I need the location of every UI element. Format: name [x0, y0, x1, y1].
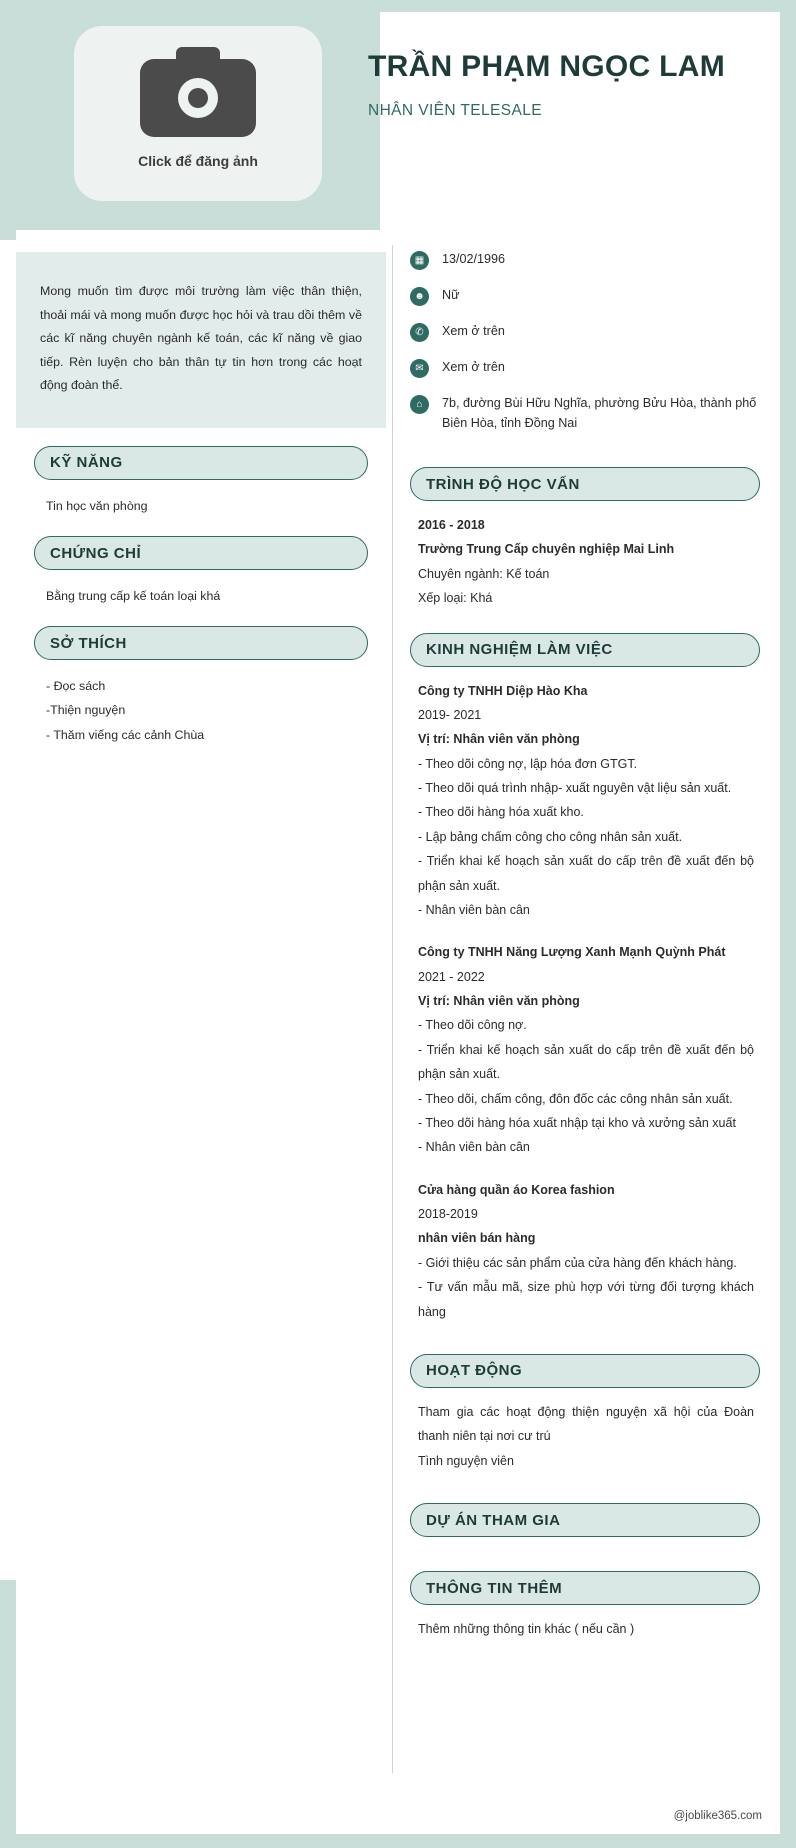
experience-duty: - Theo dõi hàng hóa xuất nhập tại kho và xưởng sản xuất — [418, 1115, 736, 1130]
gender-icon: ☻ — [410, 287, 429, 306]
section-additional — [410, 1571, 760, 1641]
section-title-skills: KỸ NĂNG — [50, 454, 123, 472]
watermark: @joblike365.com — [673, 1810, 762, 1822]
contact-list — [410, 250, 760, 433]
contact-item-birthday — [410, 250, 760, 270]
contact-value-phone: Xem ở trên — [442, 324, 505, 338]
list-item: - Đọc sách — [46, 679, 106, 694]
section-title-activities: HOẠT ĐỘNG — [426, 1362, 523, 1380]
experience-duty: - Giới thiệu các sản phẩm của cửa hàng đến khách hàng. — [418, 1255, 737, 1270]
experience-duty: - Triển khai kế hoạch sản xuất do cấp trên đề xuất đến bộ phận sản xuất. — [418, 854, 754, 893]
experience-duty: - Tư vấn mẫu mã, size phù hợp với từng đối tượng khách hàng — [418, 1280, 754, 1319]
contact-value-birthday: 13/02/1996 — [442, 252, 506, 266]
section-header-education — [410, 467, 760, 501]
experience-duty: - Theo dõi công nợ. — [418, 1018, 527, 1033]
list-item: - Thăm viếng các cảnh Chùa — [46, 727, 205, 742]
additional-line: Thêm những thông tin khác ( nếu cần ) — [418, 1622, 635, 1637]
experience-company: Công ty TNHH Năng Lượng Xanh Mạnh Quỳnh Phát — [418, 945, 726, 960]
experience-duty: - Nhân viên bàn cân — [418, 902, 530, 917]
additional-body — [410, 1615, 760, 1641]
experience-item — [418, 679, 754, 923]
section-header-hobbies — [34, 626, 368, 660]
experience-duty: - Nhân viên bàn cân — [418, 1140, 530, 1155]
list-item: Tin học văn phòng — [46, 498, 148, 513]
left-band-cutout — [0, 240, 16, 1580]
experience-position: nhân viên bán hàng — [418, 1231, 536, 1246]
contact-item-address — [410, 394, 760, 433]
right-decor-band — [780, 0, 796, 1848]
camera-icon — [140, 59, 256, 137]
section-title-certificates: CHỨNG CHỈ — [50, 544, 142, 562]
left-column — [16, 252, 386, 765]
experience-duty: - Theo dõi hàng hóa xuất kho. — [418, 805, 584, 820]
section-title-education: TRÌNH ĐỘ HỌC VẤN — [426, 475, 580, 493]
header-white-panel — [380, 12, 780, 230]
section-title-projects: DỰ ÁN THAM GIA — [426, 1511, 561, 1529]
column-divider — [392, 245, 393, 1773]
experience-duty: - Triển khai kế hoạch sản xuất do cấp trên đề xuất đến bộ phận sản xuất. — [418, 1042, 754, 1082]
right-column — [410, 250, 760, 1645]
experience-period: 2018-2019 — [418, 1207, 478, 1222]
job-title: NHÂN VIÊN TELESALE — [368, 101, 543, 119]
experience-duty: - Theo dõi quá trình nhập- xuất nguyên vật liệu sản xuất. — [418, 781, 732, 796]
photo-upload-area[interactable] — [74, 26, 322, 201]
top-decor-band — [0, 0, 796, 12]
list-item: -Thiện nguyện — [46, 703, 126, 718]
activities-line: Tình nguyện viên — [418, 1453, 514, 1468]
bottom-decor-band — [0, 1834, 796, 1848]
page-title: TRẦN PHẠM NGỌC LAM — [368, 50, 726, 83]
section-header-activities — [410, 1354, 760, 1388]
email-icon: ✉ — [410, 359, 429, 378]
education-school: Trường Trung Cấp chuyên nghiệp Mai Linh — [418, 542, 675, 557]
education-period: 2016 - 2018 — [418, 518, 485, 533]
section-activities — [410, 1354, 760, 1473]
contact-item-email — [410, 358, 760, 378]
contact-value-email: Xem ở trên — [442, 360, 505, 374]
education-body — [410, 511, 760, 611]
section-header-certificates — [34, 536, 368, 570]
experience-duty: - Theo dõi công nợ, lập hóa đơn GTGT. — [418, 756, 638, 771]
section-header-experience — [410, 633, 760, 667]
experience-duty: - Lập bảng chấm công cho công nhân sản xuất. — [418, 829, 683, 844]
experience-company: Công ty TNHH Diệp Hào Kha — [418, 683, 588, 698]
section-title-hobbies: SỞ THÍCH — [50, 634, 127, 652]
experience-position: Vị trí: Nhân viên văn phòng — [418, 732, 580, 747]
section-header-projects — [410, 1503, 760, 1537]
section-projects — [410, 1503, 760, 1549]
home-icon: ⌂ — [410, 395, 429, 414]
hobbies-body — [16, 660, 386, 765]
career-objective: Mong muốn tìm được môi trường làm việc thân thiện, thoải mái và mong muốn được học hỏi và trau dồi thêm về các kĩ năng chuyên ngành kế toán, các kĩ năng về giao tiếp. Rèn luyện cho bản thân tự tin hơn trong các hoạt động đoàn thể. — [16, 252, 386, 428]
contact-item-gender — [410, 286, 760, 306]
name-block — [368, 48, 768, 120]
list-item: Bằng trung cấp kế toán loại khá — [46, 589, 221, 603]
section-experience — [410, 633, 760, 1324]
activities-body — [410, 1398, 760, 1473]
section-title-experience: KINH NGHIỆM LÀM VIỆC — [426, 641, 613, 659]
contact-value-gender: Nữ — [442, 288, 460, 302]
calendar-icon: ▦ — [410, 251, 429, 270]
section-education — [410, 467, 760, 611]
experience-item — [418, 940, 754, 1159]
experience-company: Cửa hàng quần áo Korea fashion — [418, 1182, 615, 1197]
experience-item — [418, 1178, 754, 1324]
experience-body — [410, 677, 760, 1324]
experience-period: 2021 - 2022 — [418, 969, 485, 984]
education-grade: Xếp loại: Khá — [418, 591, 493, 606]
education-major: Chuyên ngành: Kế toán — [418, 566, 550, 581]
section-header-skills — [34, 446, 368, 480]
skills-body — [16, 480, 386, 536]
certificates-body — [16, 570, 386, 626]
section-title-additional: THÔNG TIN THÊM — [426, 1579, 563, 1597]
phone-icon: ✆ — [410, 323, 429, 342]
contact-item-phone — [410, 322, 760, 342]
section-header-additional — [410, 1571, 760, 1605]
experience-duty: - Theo dõi, chấm công, đôn đốc các công nhân sản xuất. — [418, 1091, 733, 1106]
activities-line: Tham gia các hoạt động thiện nguyện xã hội của Đoàn thanh niên tại nơi cư trú — [418, 1404, 754, 1444]
experience-period: 2019- 2021 — [418, 707, 482, 722]
contact-value-address: 7b, đường Bùi Hữu Nghĩa, phường Bửu Hòa, thành phố Biên Hòa, tỉnh Đồng Nai — [442, 396, 757, 430]
experience-position: Vị trí: Nhân viên văn phòng — [418, 994, 580, 1009]
photo-upload-label: Click để đăng ảnh — [138, 152, 258, 169]
projects-body — [410, 1547, 760, 1549]
